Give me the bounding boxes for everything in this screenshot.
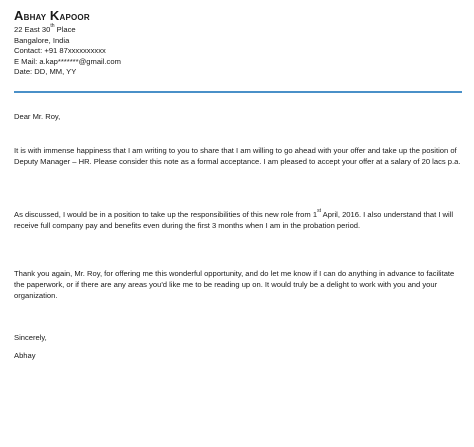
- name-last-rest: apoor: [59, 9, 90, 23]
- letter-date: Date: DD, MM, YY: [14, 67, 77, 77]
- paragraph-start-date: [14, 209, 464, 231]
- sender-name: [14, 8, 121, 24]
- paragraph-2-ordinal: st: [317, 208, 321, 215]
- address-line-1-text: 22 East 30: [14, 25, 51, 34]
- email-address: E Mail: a.kap*******@gmail.com: [14, 56, 121, 66]
- address-line-1-suffix: Place: [54, 25, 76, 34]
- closing-text: Sincerely,: [14, 333, 47, 342]
- signature-text: Abhay: [14, 351, 36, 360]
- header-divider: [14, 91, 462, 93]
- salutation: [14, 111, 464, 122]
- signature: [14, 350, 464, 361]
- salutation-text: Dear Mr. Roy,: [14, 112, 61, 121]
- address-line-2: Bangalore, India: [14, 35, 70, 45]
- paragraph-acceptance: [14, 145, 464, 167]
- paragraph-2-pre: As discussed, I would be in a position to take up the responsibilities of this new role from 1: [14, 210, 318, 219]
- contact-number: Contact: +91 87xxxxxxxxxx: [14, 46, 106, 56]
- address-ordinal: th: [50, 23, 55, 30]
- name-first-rest: bhay: [23, 9, 47, 23]
- address-line-1: [14, 25, 121, 36]
- paragraph-thanks: [14, 268, 464, 302]
- name-first-initial: A: [14, 8, 24, 23]
- name-last-initial: K: [49, 8, 60, 23]
- paragraph-1-text: It is with immense happiness that I am writing to you to share that I am willing to go ahead with your offer and take up the position of Deputy Manager – HR. Please consider this note as a formal acceptance. I am pleased to accept your offer at a salary of 20 lacs p.a.: [14, 146, 461, 167]
- paragraph-3-text: Thank you again, Mr. Roy, for offering me this wonderful opportunity, and do let me know if I can do anything in advance to facilitate the paperwork, or if there are any areas you'd like me to be reading up on. It would truly be a delight to work with you and your organization.: [14, 269, 455, 301]
- letter-header: [14, 8, 121, 78]
- paragraph-2-post: April, 2016. I also understand that I will receive full company pay and benefits even during the first 3 months when I am in the probation period.: [14, 210, 454, 231]
- closing: [14, 332, 464, 343]
- paragraph-2-text: [14, 209, 464, 231]
